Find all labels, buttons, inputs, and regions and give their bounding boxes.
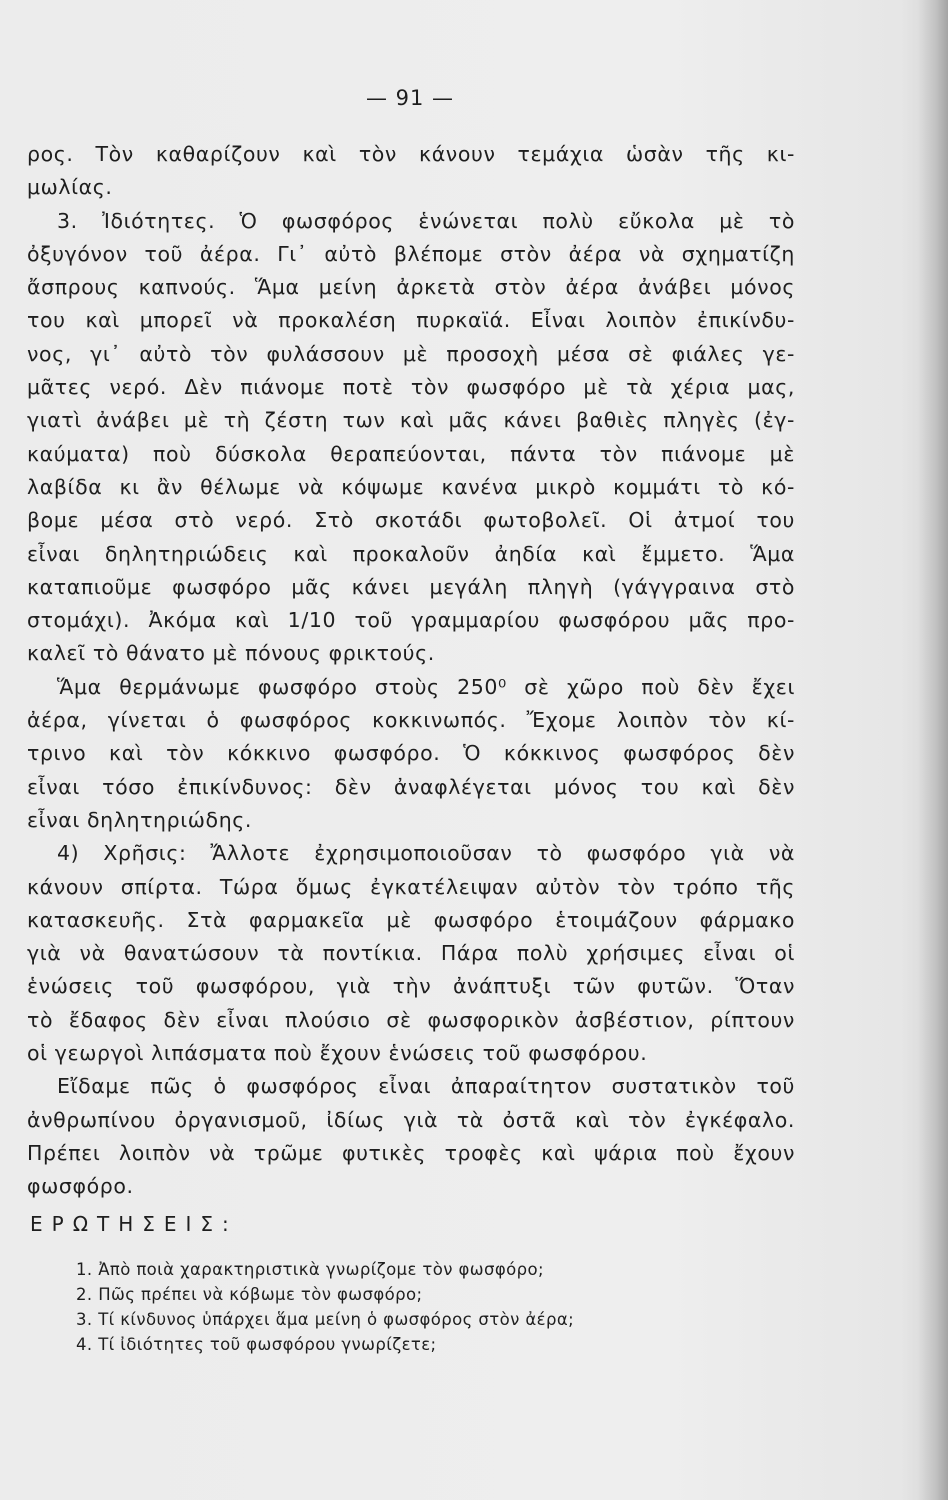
question-item: 2. Πῶς πρέπει νὰ κόβωμε τὸν φωσφόρο; bbox=[76, 1285, 423, 1304]
text-line: του καὶ μπορεῖ νὰ προκαλέση πυρκαϊά. Εἶναι λοιπὸν ἐπικίνδυ- bbox=[27, 308, 795, 333]
page-number: — 91 — bbox=[365, 86, 455, 110]
question-item: 3. Τί κίνδυνος ὑπάρχει ἅμα μείνη ὁ φωσφόρος στὸν ἀέρα; bbox=[76, 1310, 575, 1329]
text-line: γιατὶ ἀνάβει μὲ τὴ ζέστη των καὶ μᾶς κάνει βαθιὲς πληγὲς (ἐγ- bbox=[27, 408, 795, 433]
text-line: γιὰ νὰ θανατώσουν τὰ ποντίκια. Πάρα πολὺ χρήσιμες εἶναι οἱ bbox=[27, 941, 795, 966]
text-line: μωλίας. bbox=[27, 175, 113, 200]
text-line: ὀξυγόνον τοῦ ἀέρα. Γι᾽ αὐτὸ βλέπομε στὸν ἀέρα νὰ σχηματίζη bbox=[27, 241, 795, 266]
text-line: 3. Ἰδιότητες. Ὁ φωσφόρος ἑνώνεται πολὺ εὔκολα μὲ τὸ bbox=[57, 208, 795, 233]
text-line: ἑνώσεις τοῦ φωσφόρου, γιὰ τὴν ἀνάπτυξι τῶν φυτῶν. Ὅταν bbox=[27, 974, 795, 999]
text-line: εἶναι δηλητηριώδης. bbox=[27, 807, 253, 832]
text-line: τρινο καὶ τὸν κόκκινο φωσφόρο. Ὁ κόκκινος φωσφόρος δὲν bbox=[27, 741, 795, 766]
text-line: στομάχι). Ἀκόμα καὶ 1/10 τοῦ γραμμαρίου φωσφόρου μᾶς προ- bbox=[27, 608, 795, 633]
text-line: τὸ ἔδαφος δὲν εἶναι πλούσιο σὲ φωσφορικὸν ἀσβέστιον, ρίπτουν bbox=[27, 1007, 795, 1032]
text-line: λαβίδα κι ἂν θέλωμε νὰ κόψωμε κανένα μικρὸ κομμάτι τὸ κό- bbox=[27, 474, 795, 499]
text-line: ἄσπρους καπνούς. Ἅμα μείνη ἀρκετὰ στὸν ἀέρα ἀνάβει μόνος bbox=[27, 275, 795, 300]
text-line: φωσφόρο. bbox=[27, 1174, 134, 1199]
text-line: Πρέπει λοιπὸν νὰ τρῶμε φυτικὲς τροφὲς καὶ ψάρια ποὺ ἔχουν bbox=[27, 1140, 795, 1165]
page-edge-shadow bbox=[918, 0, 948, 1500]
text-line: μᾶτες νερό. Δὲν πιάνομε ποτὲ τὸν φωσφόρο μὲ τὰ χέρια μας, bbox=[27, 375, 795, 400]
text-line: Εἴδαμε πῶς ὁ φωσφόρος εἶναι ἀπαραίτητον συστατικὸν τοῦ bbox=[57, 1074, 795, 1099]
questions-list bbox=[76, 1257, 574, 1357]
text-line: καταπιοῦμε φωσφόρο μᾶς κάνει μεγάλη πληγὴ (γάγγραινα στὸ bbox=[27, 574, 795, 599]
question-item: 1. Ἀπὸ ποιὰ χαρακτηριστικὰ γνωρίζομε τὸν φωσφόρο; bbox=[76, 1260, 544, 1279]
questions-heading: ΕΡΩΤΗΣΕΙΣ: bbox=[30, 1212, 238, 1236]
text-line: ἀέρα, γίνεται ὁ φωσφόρος κοκκινωπός. Ἔχομε λοιπὸν τὸν κί- bbox=[27, 708, 795, 733]
text-line: εἶναι δηλητηριώδεις καὶ προκαλοῦν ἀηδία καὶ ἔμμετο. Ἅμα bbox=[27, 541, 795, 566]
text-line: νος, γι᾽ αὐτὸ τὸν φυλάσσουν μὲ προσοχὴ μέσα σὲ φιάλες γε- bbox=[27, 341, 795, 366]
text-line: 4) Χρῆσις: Ἄλλοτε ἐχρησιμοποιοῦσαν τὸ φωσφόρο γιὰ νὰ bbox=[57, 841, 795, 866]
text-line: εἶναι τόσο ἐπικίνδυνος: δὲν ἀναφλέγεται μόνος του καὶ δὲν bbox=[27, 774, 795, 799]
text-line: Ἅμα θερμάνωμε φωσφόρο στοὺς 250⁰ σὲ χῶρο ποὺ δὲν ἔχει bbox=[57, 674, 795, 699]
text-line: καλεῖ τὸ θάνατο μὲ πόνους φρικτούς. bbox=[27, 641, 435, 666]
text-line: ἀνθρωπίνου ὀργανισμοῦ, ἰδίως γιὰ τὰ ὀστᾶ καὶ τὸν ἐγκέφαλο. bbox=[27, 1107, 795, 1132]
text-line: καύματα) ποὺ δύσκολα θεραπεύονται, πάντα τὸν πιάνομε μὲ bbox=[27, 441, 795, 466]
text-line: ρος. Τὸν καθαρίζουν καὶ τὸν κάνουν τεμάχια ὡσὰν τῆς κι- bbox=[27, 142, 795, 166]
text-line: οἱ γεωργοὶ λιπάσματα ποὺ ἔχουν ἑνώσεις τοῦ φωσφόρου. bbox=[27, 1041, 648, 1066]
body-text bbox=[27, 138, 795, 1204]
text-line: κατασκευῆς. Στὰ φαρμακεῖα μὲ φωσφόρο ἑτοιμάζουν φάρμακο bbox=[27, 907, 795, 932]
text-line: κάνουν σπίρτα. Τώρα ὅμως ἐγκατέλειψαν αὐτὸν τὸν τρόπο τῆς bbox=[27, 874, 795, 899]
question-item: 4. Τί ἰδιότητες τοῦ φωσφόρου γνωρίζετε; bbox=[76, 1335, 437, 1354]
text-line: βομε μέσα στὸ νερό. Στὸ σκοτάδι φωτοβολεῖ. Οἱ ἀτμοί του bbox=[27, 508, 795, 533]
